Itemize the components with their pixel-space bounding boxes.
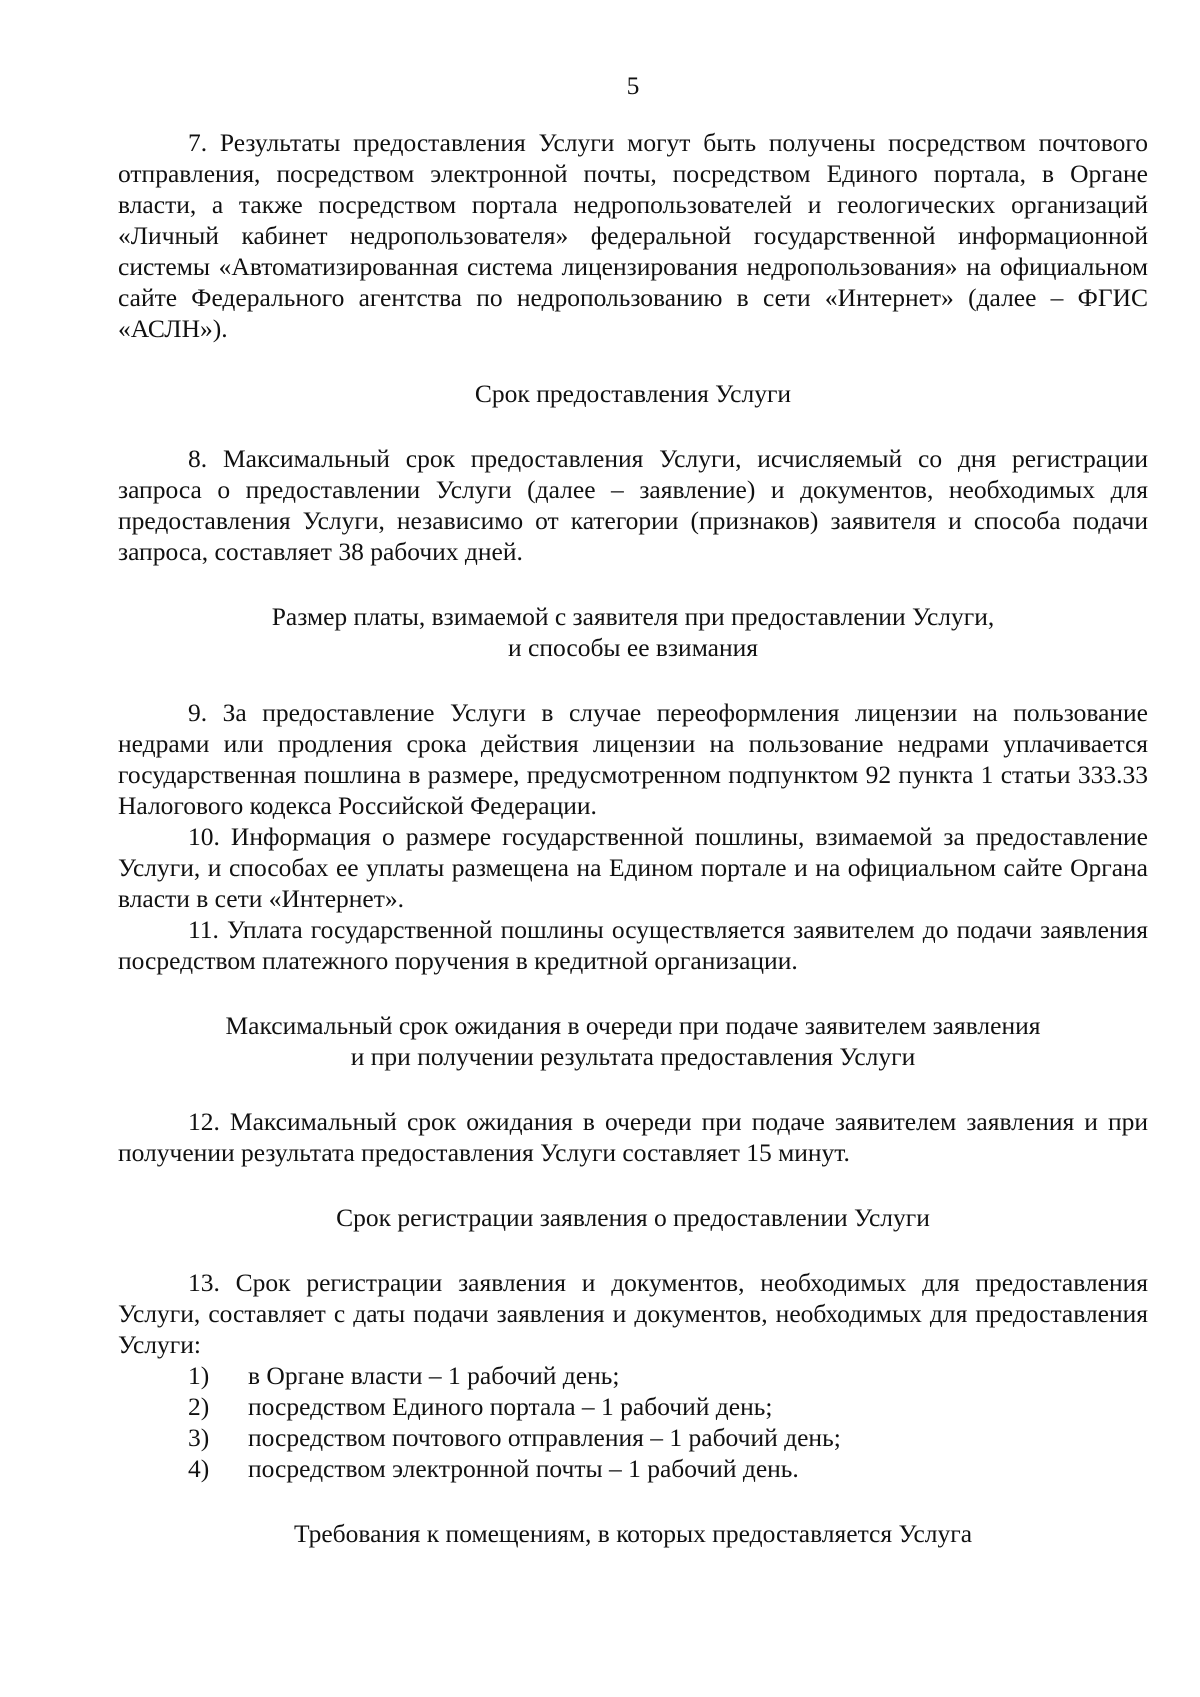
- paragraph-8: 8. Максимальный срок предоставления Услуги, исчисляемый со дня регистрации запроса о предоставлении Услуги (далее – заявление) и документов, необходимых для предоставления Услуги, независимо от категории (признаков) заявителя и способа подачи запроса, составляет 38 рабочих дней.: [118, 444, 1148, 566]
- document-page: [118, 70, 1148, 1549]
- heading-registration-term: Срок регистрации заявления о предоставлении Услуги: [336, 1203, 930, 1232]
- list-item-number: 3): [188, 1423, 210, 1452]
- registration-terms-list: [118, 1360, 1148, 1484]
- paragraph-13: 13. Срок регистрации заявления и документов, необходимых для предоставления Услуги, составляет с даты подачи заявления и документов, необходимых для предоставления Услуги:: [118, 1268, 1148, 1359]
- list-item: [118, 1453, 1148, 1484]
- heading-queue-line-2: и при получении результата предоставления Услуги: [350, 1042, 916, 1071]
- page-number: 5: [626, 71, 640, 100]
- heading-fee-line-1: Размер платы, взимаемой с заявителя при предоставлении Услуги,: [271, 602, 995, 631]
- heading-queue-line-1: Максимальный срок ожидания в очереди при подаче заявителем заявления: [225, 1011, 1041, 1040]
- paragraph-12: 12. Максимальный срок ожидания в очереди при подаче заявителем заявления и при получении результата предоставления Услуги составляет 15 минут.: [118, 1107, 1148, 1167]
- paragraph-11: 11. Уплата государственной пошлины осуществляется заявителем до подачи заявления посредством платежного поручения в кредитной организации.: [118, 915, 1148, 975]
- list-item-number: 4): [188, 1454, 210, 1483]
- heading-premises-requirements: Требования к помещениям, в которых предоставляется Услуга: [293, 1519, 973, 1548]
- list-item: [118, 1422, 1148, 1453]
- heading-service-term: Срок предоставления Услуги: [474, 379, 792, 408]
- list-item-text: посредством электронной почты – 1 рабочий день.: [248, 1454, 799, 1483]
- list-item-text: посредством Единого портала – 1 рабочий день;: [248, 1392, 773, 1421]
- list-item-text: посредством почтового отправления – 1 рабочий день;: [248, 1423, 841, 1452]
- paragraph-7: 7. Результаты предоставления Услуги могут быть получены посредством почтового отправления, посредством электронной почты, посредством Единого портала, в Органе власти, а также посредством портала недропользователей и геологических организаций «Личный кабинет недропользователя» федеральной государственной информационной системы «Автоматизированная система лицензирования недропользования» на официальном сайте Федерального агентства по недропользованию в сети «Интернет» (далее – ФГИС «АСЛН»).: [118, 128, 1148, 343]
- list-item-number: 2): [188, 1392, 210, 1421]
- paragraph-9: 9. За предоставление Услуги в случае переоформления лицензии на пользование недрами или продления срока действия лицензии на пользование недрами уплачивается государственная пошлина в размере, предусмотренном подпунктом 92 пункта 1 статьи 333.33 Налогового кодекса Российской Федерации.: [118, 698, 1148, 820]
- paragraph-10: 10. Информация о размере государственной пошлины, взимаемой за предоставление Услуги, и способах ее уплаты размещена на Едином портале и на официальном сайте Органа власти в сети «Интернет».: [118, 822, 1148, 913]
- list-item-number: 1): [188, 1361, 210, 1390]
- list-item: [118, 1391, 1148, 1422]
- list-item: [118, 1360, 1148, 1391]
- heading-fee-line-2: и способы ее взимания: [508, 633, 758, 662]
- list-item-text: в Органе власти – 1 рабочий день;: [248, 1361, 620, 1390]
